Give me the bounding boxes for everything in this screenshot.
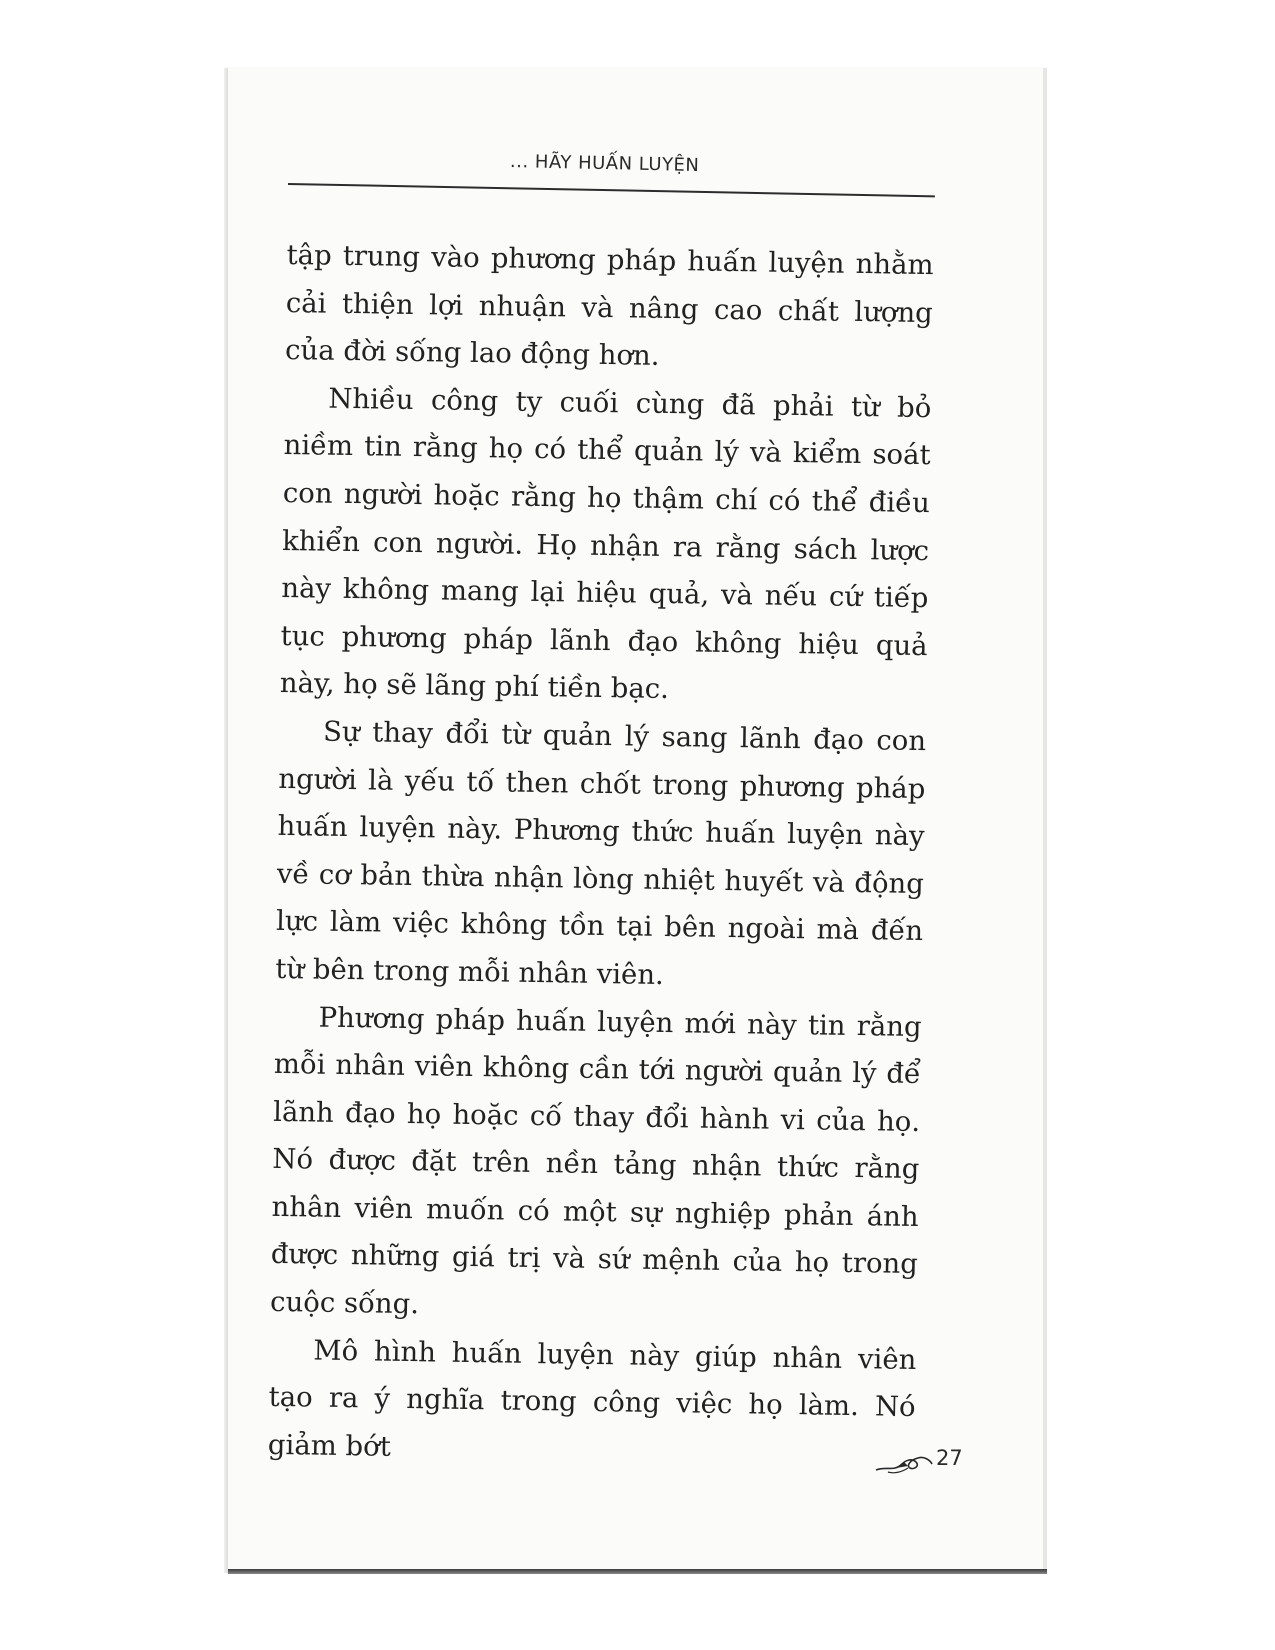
page-bottom-edge <box>228 1569 1047 1574</box>
paragraph: Nhiều công ty cuối cùng đã phải từ bỏ niềm tin rằng họ có thể quản lý và kiểm soát con người hoặc rằng họ thậm chí có thể điều khiển con người. Họ nhận ra rằng sách lược này không mang lại hiệu quả, và nếu cứ tiếp tục phương pháp lãnh đạo không hiệu quả này, họ sẽ lãng phí tiền bạc. <box>279 382 932 706</box>
scroll-ornament-icon <box>874 1448 934 1478</box>
page-right-edge <box>1043 68 1047 1573</box>
body-text <box>268 232 934 1479</box>
paragraph: tập trung vào phương pháp huấn luyện nhằm cải thiện lợi nhuận và nâng cao chất lượng của đời sống lao động hơn. <box>284 238 934 373</box>
paragraph: Sự thay đổi từ quản lý sang lãnh đạo con người là yếu tố then chốt trong phương pháp huấn luyện này. Phương thức huấn luyện này về cơ bản thừa nhận lòng nhiệt huyết và động lực làm việc không tồn tại bên ngoài mà đến từ bên trong mỗi nhân viên. <box>275 715 927 991</box>
running-head: ... HÃY HUẤN LUYỆN <box>509 151 700 176</box>
paragraph: Phương pháp huấn luyện mới này tin rằng mỗi nhân viên không cần tới người quản lý để lãnh đạo họ hoặc cố thay đổi hành vi của họ. Nó được đặt trên nền tảng nhận thức rằng nhân viên muốn có một sự nghiệp phản ánh được những giá trị và sứ mệnh của họ trong cuộc sống. <box>269 1001 922 1321</box>
page-number: 27 <box>936 1446 963 1470</box>
paragraph: Mô hình huấn luyện này giúp nhân viên tạo ra ý nghĩa trong công việc họ làm. Nó giảm bớt <box>267 1334 917 1463</box>
